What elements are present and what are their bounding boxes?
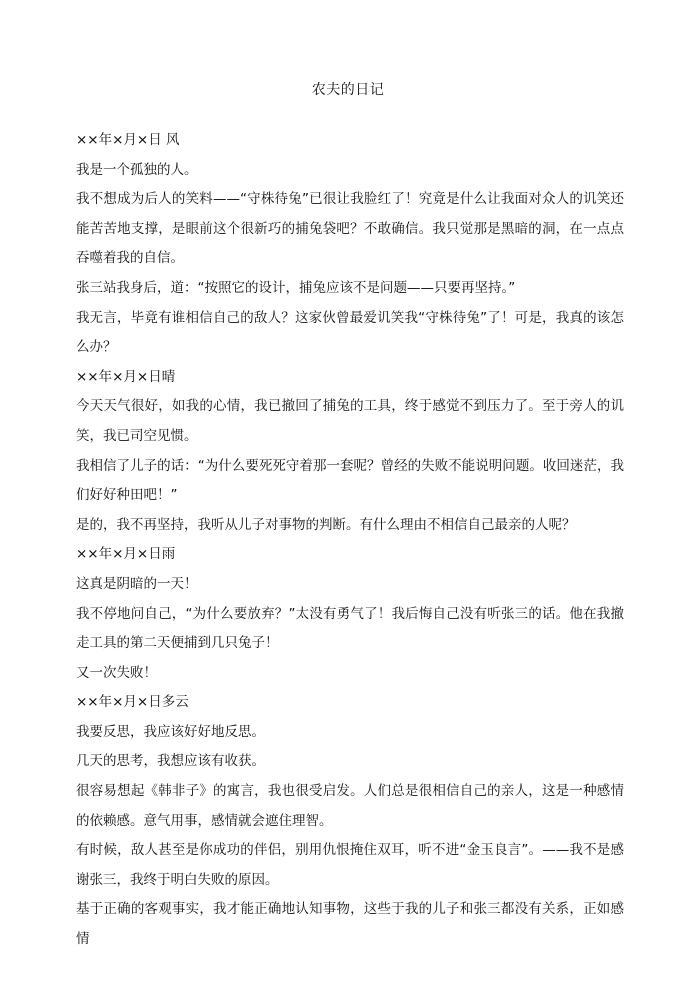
diary-entry-heading-3: ××年×月×日雨 — [76, 546, 176, 563]
document-title: 农夫的日记 — [311, 82, 385, 98]
paragraph: 我相信了儿子的话：“为什么要死死守着那一套呢？曾经的失败不能说明问题。收回迷茫，我们好好种田吧！” — [76, 457, 624, 504]
paragraph: 我是一个孤独的人。 — [76, 161, 198, 178]
diary-entry-heading-4: ××年×月×日多云 — [76, 694, 189, 711]
document-body — [76, 126, 624, 955]
paragraph: 几天的思考，我想应该有收获。 — [76, 753, 265, 770]
paragraph: 基于正确的客观事实，我才能正确地认知事物，这些于我的儿子和张三都没有关系，正如感情 — [76, 901, 624, 948]
paragraph: 又一次失败！ — [76, 664, 157, 681]
paragraph: 今天天气很好，如我的心情，我已撤回了捕兔的工具，终于感觉不到压力了。至于旁人的讥笑，我已司空见惯。 — [76, 398, 624, 444]
paragraph: 我不想成为后人的笑料——“守株待兔”已很让我脸红了！究竟是什么让我面对众人的讥笑还能苦苦地支撑，是眼前这个很新巧的捕兔袋吧？不敢确信。我只觉那是黑暗的洞，在一点点吞噬着我的自信。 — [76, 191, 624, 267]
paragraph: 很容易想起《韩非子》的寓言，我也很受启发。人们总是很相信自己的亲人，这是一种感情的依赖感。意气用事，感情就会遮住理智。 — [76, 783, 624, 829]
paragraph: 我要反思，我应该好好地反思。 — [76, 723, 265, 740]
diary-entry-heading-2: ××年×月×日晴 — [76, 368, 176, 385]
paragraph: 是的，我不再坚持，我听从儿子对事物的判断。有什么理由不相信自己最亲的人呢？ — [76, 516, 576, 533]
paragraph: 张三站我身后，道：“按照它的设计，捕兔应该不是问题——只要再坚持。” — [76, 279, 516, 296]
diary-entry-heading-1: ××年×月×日 风 — [76, 132, 180, 148]
paragraph: 我无言，毕竟有谁相信自己的敌人？这家伙曾最爱讥笑我“守株待兔”了！可是，我真的该怎么办？ — [76, 309, 624, 356]
paragraph: 有时候，敌人甚至是你成功的伴侣，别用仇恨掩住双耳，听不进“金玉良言”。——我不是感谢张三，我终于明白失败的原因。 — [76, 842, 624, 888]
paragraph: 我不停地问自己，“为什么要放弃？”太没有勇气了！我后悔自己没有听张三的话。他在我撤走工具的第二天便捕到几只兔子！ — [76, 605, 624, 652]
paragraph: 这真是阴暗的一天！ — [76, 575, 198, 592]
